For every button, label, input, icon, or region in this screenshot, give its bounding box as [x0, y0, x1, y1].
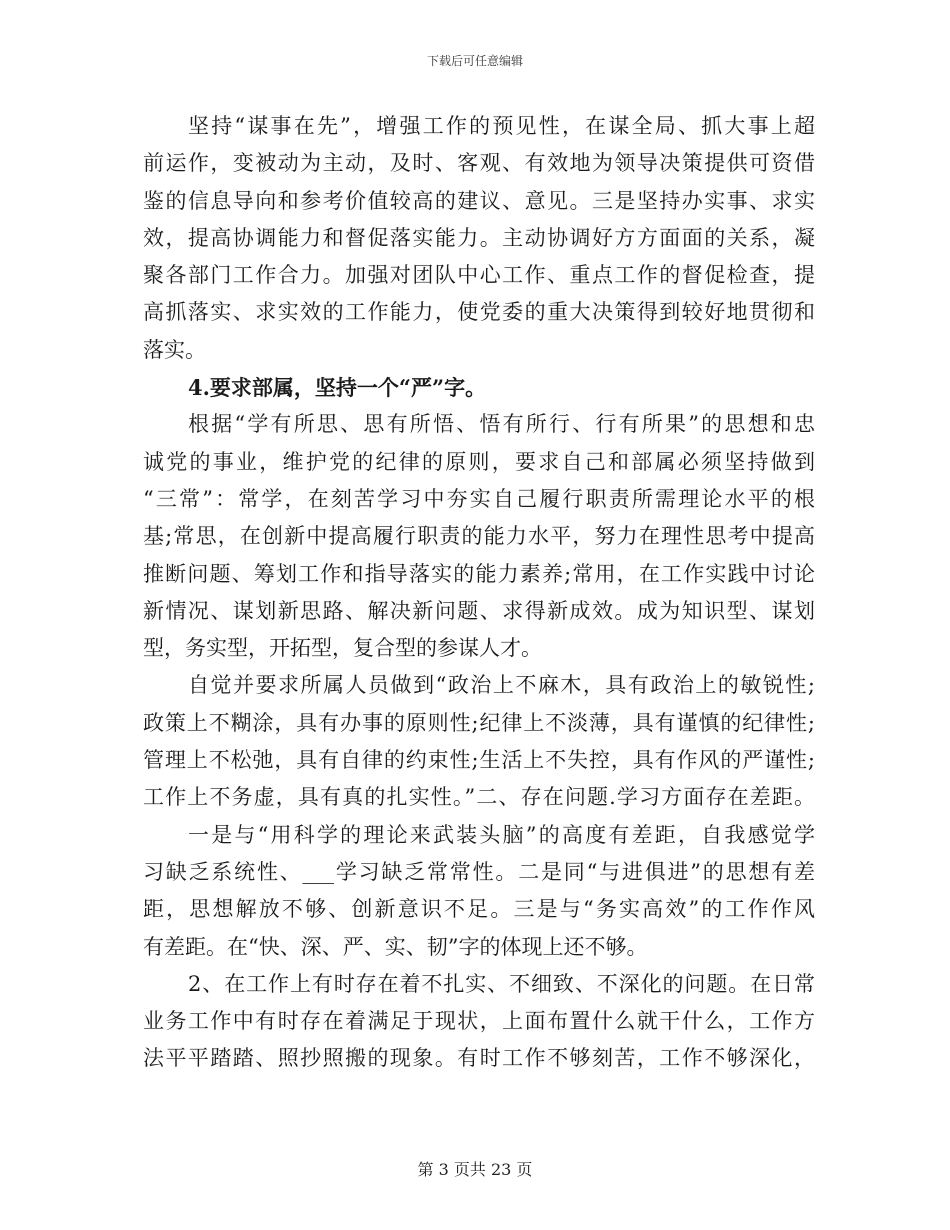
- text-line: 一是与“用科学的理论来武装头脑”的高度有差距，自我感觉学: [188, 822, 815, 847]
- text-line: 高抓落实、求实效的工作能力，使党委的重大决策得到较好地贯彻和: [143, 300, 815, 325]
- text-line: 鉴的信息导向和参考价值较高的建议、意见。三是坚持办实事、求实: [143, 188, 815, 213]
- text-line: 落实。: [143, 337, 206, 362]
- text-line: 法平平踏踏、照抄照搬的现象。有时工作不够刻苦，工作不够深化，: [143, 1046, 815, 1071]
- text-line: 聚各部门工作合力。加强对团队中心工作、重点工作的督促检查，提: [143, 263, 815, 288]
- text-line: 前运作，变被动为主动，及时、客观、有效地为领导决策提供可资借: [143, 151, 815, 176]
- page-footer: 第 3 页共 23 页: [417, 1160, 533, 1179]
- section-heading: 4.要求部属，坚持一个“严”字。: [188, 375, 487, 401]
- text-line: 距，思想解放不够、创新意识不足。三是与“务实高效”的工作作风: [143, 897, 815, 922]
- text-line: “三常”：常学，在刻苦学习中夯实自己履行职责所需理论水平的根: [143, 486, 815, 511]
- text-line: 业务工作中有时存在着满足于现状，上面布置什么就干什么，工作方: [143, 1009, 815, 1034]
- text-line: 自觉并要求所属人员做到“政治上不麻木，具有政治上的敏锐性;: [188, 673, 815, 698]
- text-line: 工作上不务虚，具有真的扎实性。”二、存在问题.学习方面存在差距。: [143, 785, 815, 810]
- text-line: 习缺乏系统性、___学习缺乏常常性。二是同“与进俱进”的思想有差: [143, 859, 815, 884]
- text-line: 有差距。在“快、深、严、实、韧”字的体现上还不够。: [143, 934, 648, 959]
- document-body: [143, 108, 815, 1078]
- text-line: 政策上不糊涂，具有办事的原则性;纪律上不淡薄，具有谨慎的纪律性;: [143, 710, 815, 735]
- text-line: 新情况、谋划新思路、解决新问题、求得新成效。成为知识型、谋划: [143, 598, 815, 623]
- text-line: 基;常思，在创新中提高履行职责的能力水平，努力在理性思考中提高: [143, 524, 815, 549]
- text-line: 诚党的事业，维护党的纪律的原则，要求自己和部属必须坚持做到: [143, 449, 815, 474]
- text-line: 2、在工作上有时存在着不扎实、不细致、不深化的问题。在日常: [188, 971, 815, 996]
- text-line: 型，务实型，开拓型，复合型的参谋人才。: [143, 636, 542, 661]
- page-header: 下载后可任意编辑: [426, 54, 523, 68]
- text-line: 推断问题、筹划工作和指导落实的能力素养;常用，在工作实践中讨论: [143, 561, 815, 586]
- text-line: 效，提高协调能力和督促落实能力。主动协调好方方面面的关系，凝: [143, 225, 815, 250]
- text-line: 坚持“谋事在先”，增强工作的预见性，在谋全局、抓大事上超: [188, 114, 815, 138]
- text-line: 根据“学有所思、思有所悟、悟有所行、行有所果”的思想和忠: [188, 412, 815, 437]
- text-line: 管理上不松弛，具有自律的约束性;生活上不失控，具有作风的严谨性;: [143, 748, 815, 773]
